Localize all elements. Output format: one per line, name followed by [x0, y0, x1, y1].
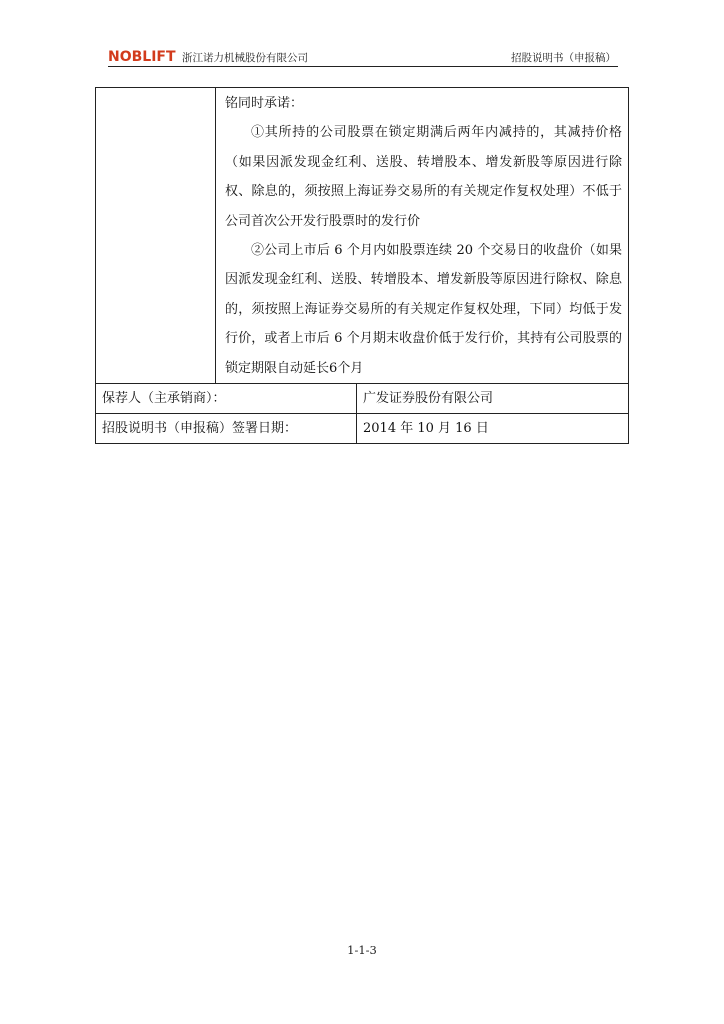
- signing-date-row: [96, 414, 629, 444]
- header-rule: [108, 66, 618, 67]
- prospectus-table: [95, 87, 629, 444]
- sponsor-value: 广发证券股份有限公司: [357, 384, 629, 414]
- document-title: 招股说明书（申报稿）: [511, 52, 616, 64]
- commitment-intro: 铭同时承诺：: [225, 96, 304, 111]
- commitment-row: [96, 88, 629, 384]
- company-name: 浙江诺力机械股份有限公司: [182, 52, 308, 64]
- page-number: 1-1-3: [347, 943, 377, 957]
- commitment-text-cell: [216, 88, 629, 384]
- company-logo: NOBLIFT: [108, 49, 176, 65]
- sponsor-row: [96, 384, 629, 414]
- empty-left-cell: [96, 88, 216, 384]
- commitment-item-1: ①其所持的公司股票在锁定期满后两年内减持的，其减持价格（如果因派发现金红利、送股、转增股本、增发新股等原因进行除权、除息的，须按照上海证券交易所的有关规定作复权处理）不低于公司首次公开发行股票时的发行价: [225, 125, 622, 229]
- page-header: [108, 48, 618, 68]
- sponsor-label: 保荐人（主承销商）：: [96, 384, 357, 414]
- commitment-item-2: ②公司上市后 6 个月内如股票连续 20 个交易日的收盘价（如果因派发现金红利、送股、转增股本、增发新股等原因进行除权、除息的，须按照上海证券交易所的有关规定作复权处理，下同）均低于发行价，或者上市后 6 个月期末收盘价低于发行价，其持有公司股票的锁定期限自动延长6个月: [225, 243, 622, 376]
- signing-date-label: 招股说明书（申报稿）签署日期：: [96, 414, 357, 444]
- signing-date-value: 2014 年 10 月 16 日: [357, 414, 629, 444]
